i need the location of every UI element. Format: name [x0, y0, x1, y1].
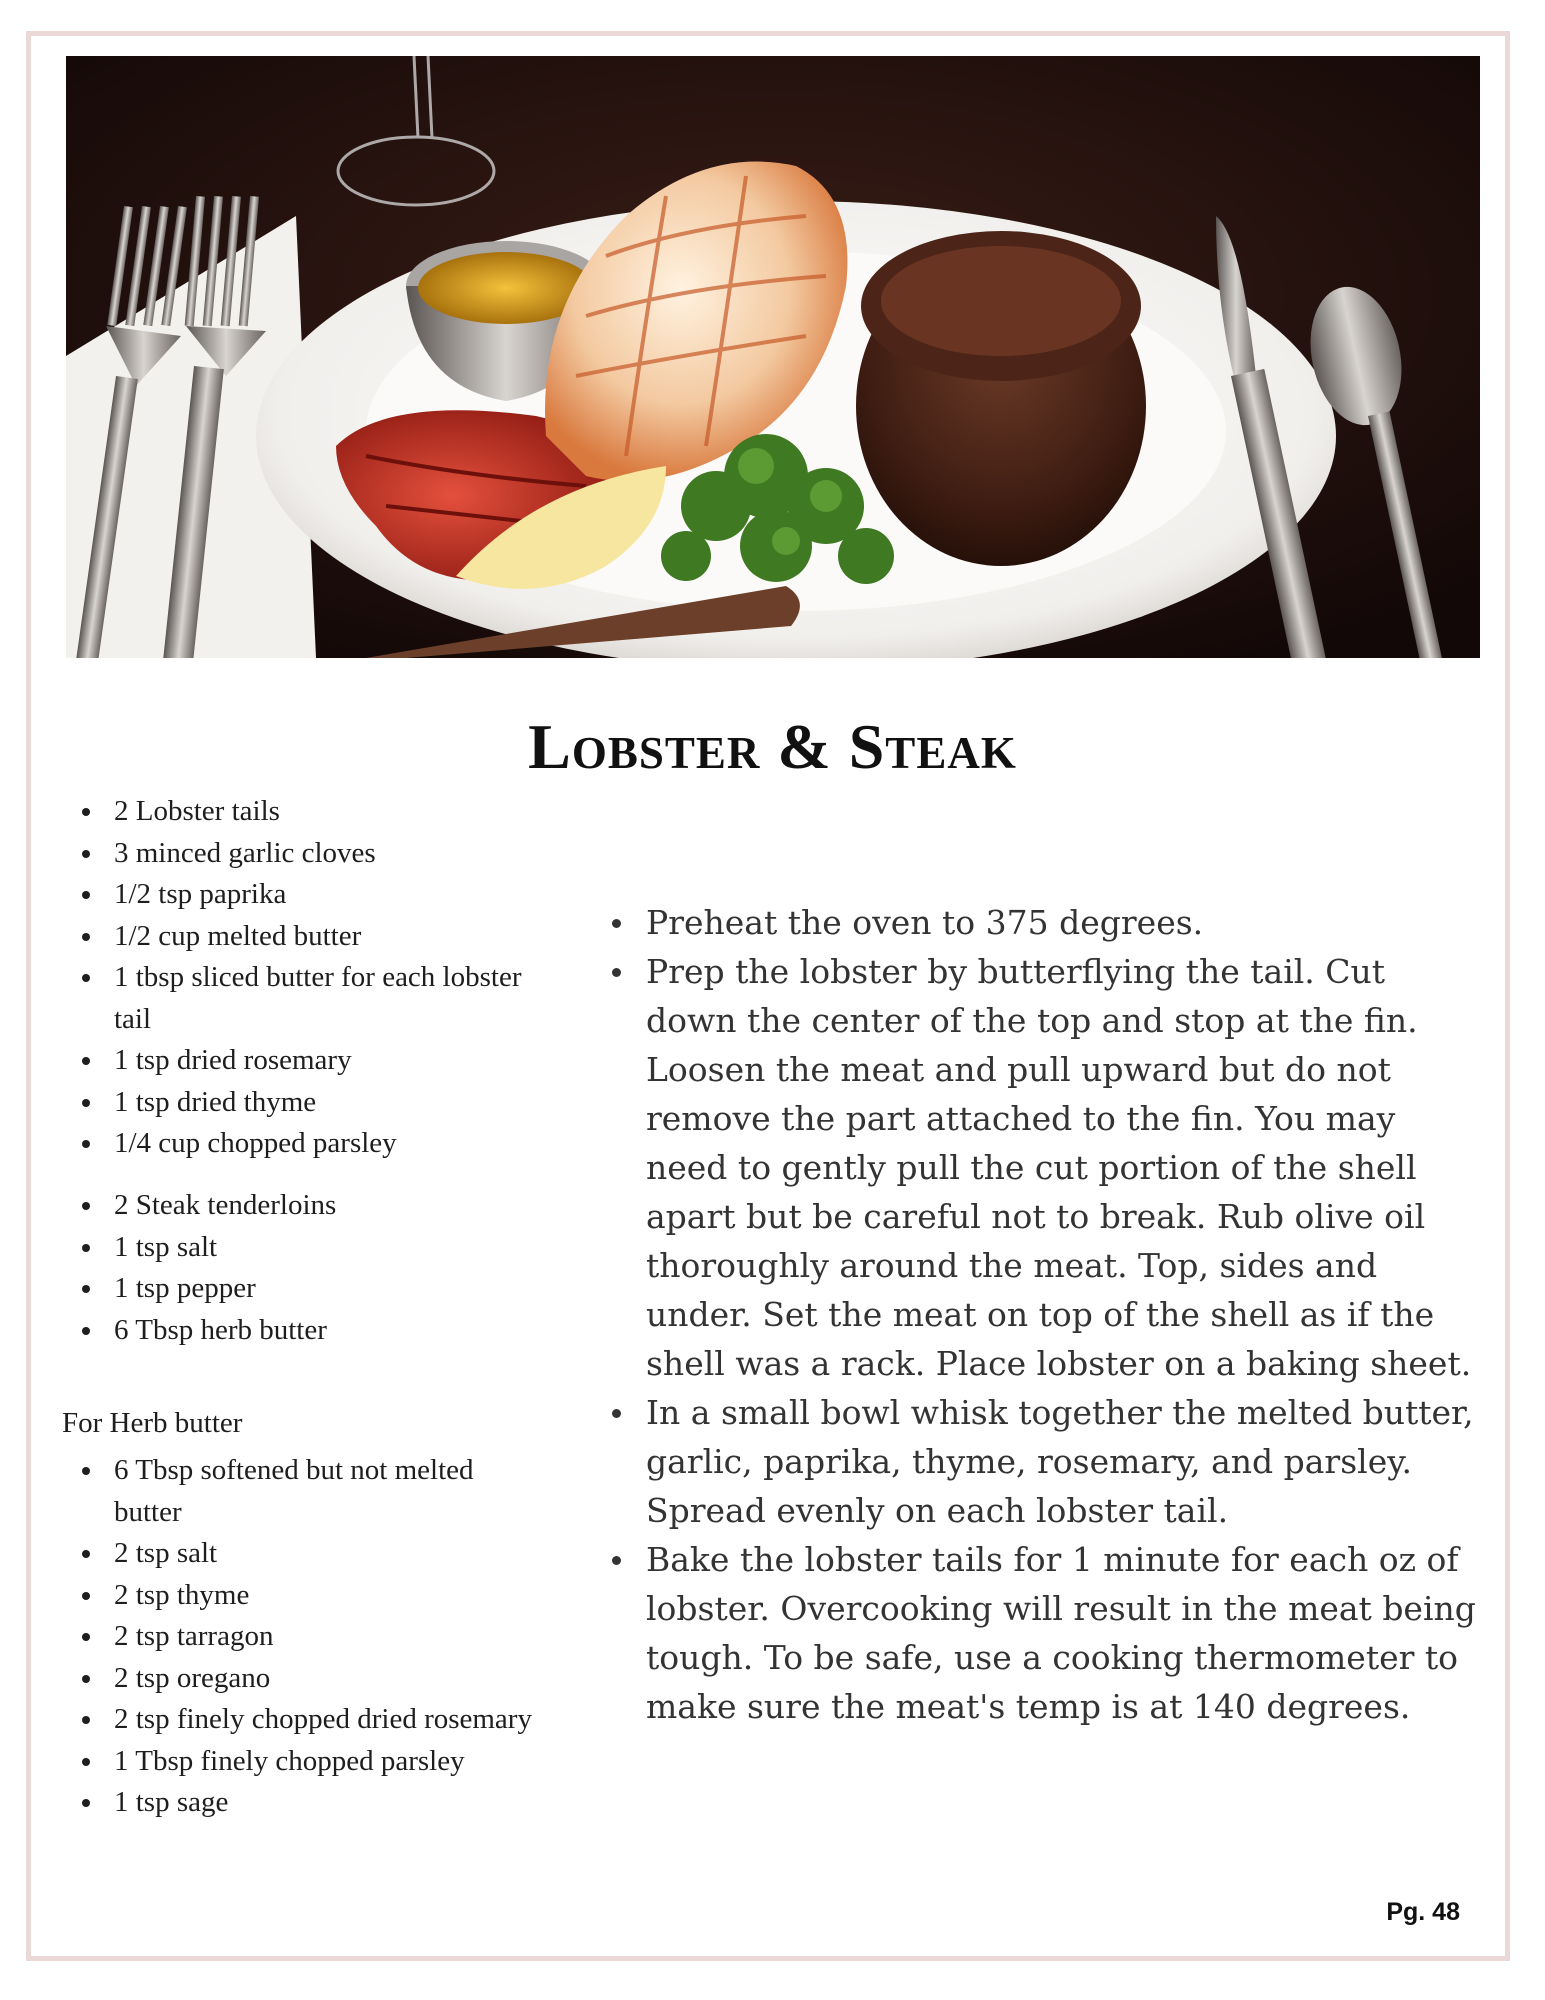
list-item: 1 tsp pepper — [62, 1268, 532, 1310]
list-item: 6 Tbsp softened but not melted butter — [62, 1450, 532, 1533]
instruction-step: Prep the lobster by butterflying the tail. Cut down the center of the top and stop at the fin. Loosen the meat and pull upward but do not remove the part attached to the fin. You may need to gently pull the cut portion of the shell apart but be careful not to break. Rub olive oil thoroughly around the meat. Top, sides and under. Set the meat on top of the shell as if the shell was a rack. Place lobster on a baking sheet. — [596, 947, 1476, 1388]
list-item: 1 tsp dried thyme — [62, 1082, 532, 1124]
list-item: 1/2 tsp paprika — [62, 874, 532, 916]
list-item: 1 tsp salt — [62, 1227, 532, 1269]
list-item: 1/2 cup melted butter — [62, 916, 532, 958]
list-item: 6 Tbsp herb butter — [62, 1310, 532, 1352]
list-item: 2 tsp tarragon — [62, 1616, 532, 1658]
list-item: 1 tsp sage — [62, 1782, 532, 1824]
herb-butter-heading: For Herb butter — [62, 1407, 243, 1439]
list-item: 2 Steak tenderloins — [62, 1185, 532, 1227]
list-item: 1 Tbsp finely chopped parsley — [62, 1741, 532, 1783]
steak-ingredients-list — [62, 1185, 532, 1351]
instruction-step: Preheat the oven to 375 degrees. — [596, 898, 1476, 947]
page-number: Pg. 48 — [1386, 1898, 1460, 1926]
list-item: 1 tsp dried rosemary — [62, 1040, 532, 1082]
instruction-step: In a small bowl whisk together the melted butter, garlic, paprika, thyme, rosemary, and parsley. Spread evenly on each lobster tail. — [596, 1388, 1476, 1535]
list-item: 2 tsp finely chopped dried rosemary — [62, 1699, 532, 1741]
instruction-step: Bake the lobster tails for 1 minute for each oz of lobster. Overcooking will result in the meat being tough. To be safe, use a cooking thermometer to make sure the meat's temp is at 140 degrees. — [596, 1535, 1476, 1731]
list-item: 3 minced garlic cloves — [62, 833, 532, 875]
instructions-list — [596, 898, 1476, 1731]
lobster-ingredients-list — [62, 791, 532, 1165]
recipe-photo — [66, 56, 1480, 658]
recipe-title: Lobster & Steak — [528, 711, 1017, 782]
list-item: 2 tsp salt — [62, 1533, 532, 1575]
list-item: 2 tsp oregano — [62, 1658, 532, 1700]
list-item: 2 tsp thyme — [62, 1575, 532, 1617]
list-item: 1 tbsp sliced butter for each lobster tail — [62, 957, 532, 1040]
list-item: 2 Lobster tails — [62, 791, 532, 833]
list-item: 1/4 cup chopped parsley — [62, 1123, 532, 1165]
lobster-steak-plate-illustration — [66, 56, 1480, 658]
herb-butter-ingredients-list — [62, 1450, 532, 1824]
